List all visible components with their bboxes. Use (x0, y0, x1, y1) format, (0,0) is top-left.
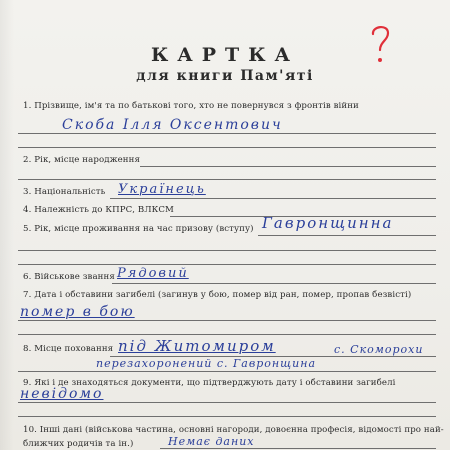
field-9-line-2 (18, 416, 436, 417)
field-1-label: 1. Прізвище, ім'я та по батькові того, хто не повернувся з фронтів війни (23, 101, 359, 111)
field-10-label: 10. Інші дані (військова частина, основні нагороди, довоєнна професія, відомості про най- (23, 425, 444, 435)
field-4-label: 4. Належність до КПРС, ВЛКСМ (23, 205, 174, 215)
field-2-line-2 (18, 179, 436, 180)
field-6-line (112, 283, 436, 284)
field-8-value: під Житомиром (118, 337, 276, 355)
field-3-value: Українець (118, 182, 206, 197)
field-6-label: 6. Військове звання (23, 272, 115, 282)
field-1-value: Скоба Ілля Оксентович (62, 117, 283, 133)
red-question-mark (366, 24, 394, 66)
card-title: КАРТКА (151, 44, 299, 66)
field-5-line (258, 235, 436, 236)
field-5-label: 5. Рік, місце проживання на час призову (вступу) (23, 224, 254, 234)
field-3-label: 3. Національність (23, 187, 106, 197)
field-5-value: Гавронщинна (262, 214, 394, 232)
field-9-line (18, 402, 436, 403)
field-8-value-2: с. Скоморохи (334, 343, 424, 356)
field-1-line (18, 133, 436, 134)
field-5-line-2 (18, 250, 436, 251)
field-7-line-2 (18, 334, 436, 335)
field-2-label: 2. Рік, місце народження (23, 155, 140, 165)
field-1-line-2 (18, 147, 436, 148)
field-7-value: помер в бою (20, 304, 135, 320)
field-2-line (140, 166, 436, 167)
field-8-value-3: перезахоронений с. Гавронщина (96, 357, 317, 370)
field-10-label-2: ближчих родичів та ін.) (23, 439, 134, 449)
field-9-value: невідомо (20, 386, 104, 402)
field-10-line (160, 448, 436, 449)
field-9-label: 9. Які і де знаходяться документи, що підтверджують дату і обставини загибелі (23, 378, 396, 388)
field-7-line (18, 320, 436, 321)
field-5-line-3 (18, 264, 436, 265)
field-7-label: 7. Дата і обставини загибелі (загинув у бою, помер від ран, помер, пропав безвісті) (23, 290, 412, 300)
field-8-label: 8. Місце поховання (23, 344, 114, 354)
field-6-value: Рядовий (117, 266, 189, 281)
field-10-value: Немає даних (168, 435, 255, 448)
card-subtitle: для книги Пам'яті (136, 68, 314, 84)
field-8-line-2 (18, 371, 436, 372)
field-3-line (110, 198, 436, 199)
